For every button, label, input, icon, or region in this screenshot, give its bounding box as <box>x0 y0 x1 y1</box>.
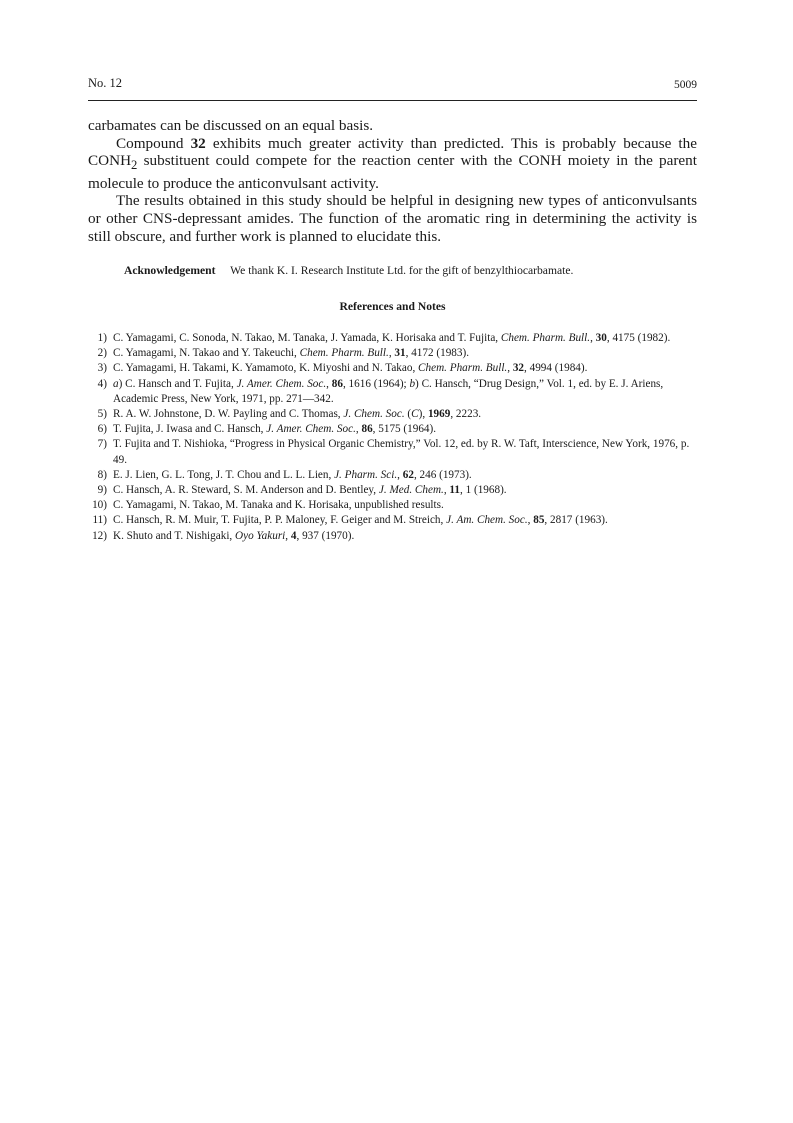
acknowledgement-text: We thank K. I. Research Institute Ltd. for the gift of benzylthiocarbamate. <box>230 264 574 277</box>
reference-item <box>88 407 700 422</box>
reference-text: C. Hansch, A. R. Steward, S. M. Anderson and D. Bentley, J. Med. Chem., 11, 1 (1968). <box>113 484 507 497</box>
reference-number: 5) <box>97 408 107 421</box>
reference-number: 7) <box>97 438 107 451</box>
reference-item <box>88 483 700 498</box>
page-number: 5009 <box>674 79 697 91</box>
reference-item <box>88 498 700 513</box>
reference-item <box>88 331 700 346</box>
acknowledgement-label: Acknowledgement <box>124 264 216 277</box>
reference-text: C. Yamagami, C. Sonoda, N. Takao, M. Tanaka, J. Yamada, K. Horisaka and T. Fujita, Chem. Pharm. Bull., 30, 4175 (1982). <box>113 332 671 344</box>
reference-text: C. Yamagami, N. Takao, M. Tanaka and K. Horisaka, unpublished results. <box>113 499 444 512</box>
paragraph-1: carbamates can be discussed on an equal basis. <box>88 117 374 134</box>
reference-number: 12) <box>92 529 107 542</box>
reference-text: R. A. W. Johnstone, D. W. Payling and C. Thomas, J. Chem. Soc. (C), 1969, 2223. <box>113 408 482 421</box>
reference-item <box>88 346 700 361</box>
reference-item <box>88 361 700 376</box>
reference-number: 9) <box>97 484 107 497</box>
reference-number: 3) <box>97 362 107 375</box>
reference-item <box>88 437 700 467</box>
reference-text: a) C. Hansch and T. Fujita, J. Amer. Chem. Soc., 86, 1616 (1964); b) C. Hansch, “Drug Design,” Vol. 1, ed. by E. J. Ariens, Academic Press, New York, 1971, pp. 271—342. <box>113 377 664 405</box>
reference-item <box>88 513 700 528</box>
reference-text: C. Yamagami, H. Takami, K. Yamamoto, K. Miyoshi and N. Takao, Chem. Pharm. Bull., 32, 4994 (1984). <box>113 362 588 375</box>
paragraph-2: Compound 32 exhibits much greater activity than predicted. This is probably because the $CONH_2$ substituent could compete for the reaction center with the CONH moiety in the parent molecule to produce the anticonvulsant activity. <box>88 134 697 192</box>
header-rule <box>88 100 697 101</box>
page-header <box>88 76 697 96</box>
reference-text: C. Hansch, R. M. Muir, T. Fujita, P. P. Maloney, F. Geiger and M. Streich, J. Am. Chem. Soc., 85, 2817 (1963). <box>113 514 608 527</box>
acknowledgement <box>124 264 704 277</box>
reference-number: 1) <box>97 332 107 344</box>
reference-number: 11) <box>92 514 107 527</box>
reference-text: C. Yamagami, N. Takao and Y. Takeuchi, Chem. Pharm. Bull., 31, 4172 (1983). <box>113 347 469 360</box>
reference-number: 10) <box>92 499 107 512</box>
reference-list <box>88 331 700 544</box>
reference-number: 4) <box>97 377 107 390</box>
reference-number: 6) <box>97 423 107 436</box>
reference-item <box>88 377 700 407</box>
reference-text: K. Shuto and T. Nishigaki, Oyo Yakuri, 4, 937 (1970). <box>113 529 355 542</box>
paragraph-3: The results obtained in this study should be helpful in designing new types of anticonvulsants or other CNS-depressant amides. The function of the aromatic ring in determining the activity is still obscure, and further work is planned to elucidate this. <box>88 192 697 245</box>
reference-text: T. Fujita and T. Nishioka, “Progress in Physical Organic Chemistry,” Vol. 12, ed. by R. W. Taft, Interscience, New York, 1976, p. 49. <box>113 438 690 466</box>
reference-number: 2) <box>97 347 107 360</box>
references-title: References and Notes <box>339 300 446 313</box>
reference-item <box>88 468 700 483</box>
reference-text: T. Fujita, J. Iwasa and C. Hansch, J. Amer. Chem. Soc., 86, 5175 (1964). <box>113 423 437 436</box>
reference-item <box>88 422 700 437</box>
issue-number: No. 12 <box>88 76 123 90</box>
reference-number: 8) <box>97 468 107 481</box>
body-text <box>88 117 697 245</box>
reference-item <box>88 529 700 544</box>
reference-text: E. J. Lien, G. L. Tong, J. T. Chou and L. L. Lien, J. Pharm. Sci., 62, 246 (1973). <box>113 468 472 481</box>
